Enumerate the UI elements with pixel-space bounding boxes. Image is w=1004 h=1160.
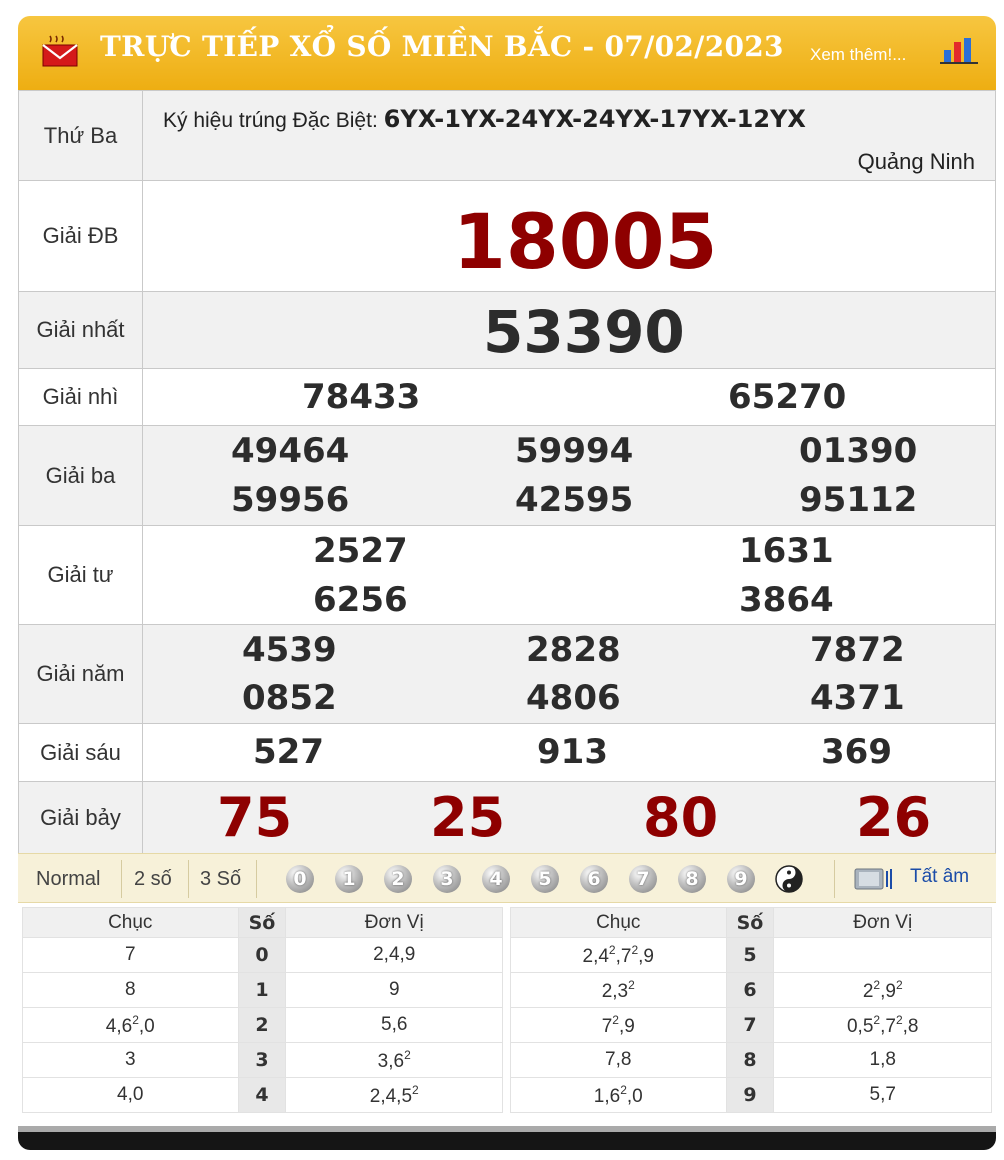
- prize-1-number: 53390: [483, 298, 685, 366]
- province-name: Quảng Ninh: [857, 149, 975, 174]
- prize-7-number: 75: [217, 786, 293, 849]
- see-more-link[interactable]: Xem thêm!...: [810, 45, 907, 64]
- prize-5-number: 7872: [810, 630, 905, 670]
- digit-ball-4[interactable]: 4: [482, 865, 510, 893]
- prize-5-number: 0852: [242, 678, 337, 718]
- prize-7-row: [19, 782, 996, 854]
- prize-5-number: 4806: [526, 678, 621, 718]
- yin-yang-icon[interactable]: [775, 865, 803, 893]
- prize-4-number: 2527: [313, 531, 408, 571]
- digit-ball-6[interactable]: 6: [580, 865, 608, 893]
- prize-6-number: 913: [537, 732, 608, 772]
- loto-chuc-cell: 4,0: [23, 1078, 239, 1113]
- prize-2-label: Giải nhì: [19, 369, 143, 426]
- col-so-header: Số: [238, 908, 286, 938]
- loto-chuc-cell: 8: [23, 973, 239, 1008]
- prize-1-row: [19, 292, 996, 369]
- prize-7-number: 25: [430, 786, 506, 849]
- prize-db-row: [19, 181, 996, 292]
- loto-donvi-cell: $0,5^2,7^2,8$: [774, 1008, 992, 1043]
- loto-donvi-cell: 2,4,5$^2$: [286, 1078, 503, 1113]
- bottom-bar: [18, 1126, 996, 1150]
- digit-ball-1[interactable]: 1: [335, 865, 363, 893]
- prize-6-number: 527: [253, 732, 324, 772]
- display-toolbar: [18, 853, 996, 903]
- loto-donvi-cell: $2^2,9^2$: [774, 973, 992, 1008]
- loto-row: [23, 1008, 503, 1043]
- loto-donvi-cell: [774, 938, 992, 973]
- prize-5-number: 2828: [526, 630, 621, 670]
- audio-icon[interactable]: [854, 866, 896, 892]
- loto-row: [511, 1008, 992, 1043]
- prize-3-row: [19, 426, 996, 526]
- loto-chuc-cell: 7,8: [511, 1043, 727, 1078]
- loto-so-cell: 5: [726, 938, 774, 973]
- loto-row: [511, 1043, 992, 1078]
- digit-ball-8[interactable]: 8: [678, 865, 706, 893]
- loto-so-cell: 9: [726, 1078, 774, 1113]
- digit-ball-2[interactable]: 2: [384, 865, 412, 893]
- prize-4-row: [19, 526, 996, 625]
- prize-4-number: 1631: [739, 531, 834, 571]
- tab-divider: [256, 860, 257, 898]
- loto-row: [23, 938, 503, 973]
- weekday-label: Thứ Ba: [19, 91, 143, 181]
- loto-chuc-cell: $1,6^2,0$: [511, 1078, 727, 1113]
- results-table: [18, 90, 996, 854]
- loto-stats: [22, 907, 992, 1115]
- digit-ball-5[interactable]: 5: [531, 865, 559, 893]
- prize-3-number: 95112: [799, 480, 918, 520]
- prize-7-number: 80: [643, 786, 719, 849]
- col-donvi-header: Đơn Vị: [774, 908, 992, 938]
- loto-row: [23, 973, 503, 1008]
- digit-ball-9[interactable]: 9: [727, 865, 755, 893]
- prize-7-number: 26: [856, 786, 932, 849]
- loto-table-right: [510, 907, 992, 1113]
- prize-3-number: 59956: [231, 480, 350, 520]
- page-title: TRỰC TIẾP XỔ SỐ MIỀN BẮC - 07/02/2023: [100, 30, 784, 63]
- prize-4-label: Giải tư: [19, 526, 143, 625]
- loto-donvi-cell: 5,6: [286, 1008, 503, 1043]
- digit-ball-7[interactable]: 7: [629, 865, 657, 893]
- prize-5-number: 4371: [810, 678, 905, 718]
- header-bar: [18, 16, 996, 90]
- prize-4-number: 3864: [739, 580, 834, 620]
- loto-row: [23, 1043, 503, 1078]
- tab-normal[interactable]: Normal: [36, 868, 101, 890]
- prize-2-number: 78433: [302, 377, 421, 417]
- loto-chuc-cell: $7^2,9$: [511, 1008, 727, 1043]
- loto-donvi-cell: 2,4,9: [286, 938, 503, 973]
- loto-header-row: [511, 908, 992, 938]
- loto-so-cell: 8: [726, 1043, 774, 1078]
- prize-6-row: [19, 724, 996, 782]
- loto-chuc-cell: $2,3^2$: [511, 973, 727, 1008]
- prize-3-label: Giải ba: [19, 426, 143, 526]
- tab-3-so[interactable]: 3 Số: [200, 868, 242, 890]
- prize-5-number: 4539: [242, 630, 337, 670]
- col-chuc-header: Chục: [511, 908, 727, 938]
- prize-5-label: Giải năm: [19, 625, 143, 724]
- loto-so-cell: 6: [726, 973, 774, 1008]
- loto-row: [511, 1078, 992, 1113]
- loto-row: [511, 973, 992, 1008]
- bar-chart-icon[interactable]: [940, 36, 978, 64]
- mute-all-button[interactable]: Tất âm: [910, 866, 970, 887]
- prize-3-number: 01390: [799, 431, 918, 471]
- prize-db-label: Giải ĐB: [19, 181, 143, 292]
- prize-4-number: 6256: [313, 580, 408, 620]
- digit-ball-0[interactable]: 0: [286, 865, 314, 893]
- tab-2-so[interactable]: 2 số: [134, 868, 172, 890]
- prize-7-label: Giải bảy: [19, 782, 143, 854]
- loto-donvi-cell: 9: [286, 973, 503, 1008]
- loto-header-row: [23, 908, 503, 938]
- lottery-widget: [18, 16, 996, 1150]
- prize-6-label: Giải sáu: [19, 724, 143, 782]
- prize-5-row: [19, 625, 996, 724]
- digit-ball-3[interactable]: 3: [433, 865, 461, 893]
- kyhieu-label: Ký hiệu trúng Đặc Biệt:: [163, 109, 378, 132]
- loto-so-cell: 0: [238, 938, 286, 973]
- loto-so-cell: 2: [238, 1008, 286, 1043]
- prize-1-label: Giải nhất: [19, 292, 143, 369]
- loto-chuc-cell: $2,4^2,7^2,9$: [511, 938, 727, 973]
- info-row: [19, 91, 996, 181]
- prize-3-number: 49464: [231, 431, 350, 471]
- loto-table-left: [22, 907, 503, 1113]
- loto-so-cell: 4: [238, 1078, 286, 1113]
- loto-donvi-cell: 5,7: [774, 1078, 992, 1113]
- loto-chuc-cell: 7: [23, 938, 239, 973]
- loto-so-cell: 3: [238, 1043, 286, 1078]
- prize-2-number: 65270: [728, 377, 847, 417]
- loto-row: [511, 938, 992, 973]
- loto-donvi-cell: $3,6^2$: [286, 1043, 503, 1078]
- tab-divider: [188, 860, 189, 898]
- prize-3-number: 42595: [515, 480, 634, 520]
- loto-donvi-cell: 1,8: [774, 1043, 992, 1078]
- col-so-header: Số: [726, 908, 774, 938]
- prize-db-number: 18005: [453, 197, 718, 286]
- col-donvi-header: Đơn Vị: [286, 908, 503, 938]
- kyhieu-code: 6YX-1YX-24YX-24YX-17YX-12YX: [383, 105, 806, 133]
- envelope-icon: [42, 34, 78, 68]
- loto-so-cell: 1: [238, 973, 286, 1008]
- prize-3-number: 59994: [515, 431, 634, 471]
- tab-divider: [834, 860, 835, 898]
- kyhieu-line: [163, 105, 806, 133]
- tab-divider: [121, 860, 122, 898]
- prize-6-number: 369: [821, 732, 892, 772]
- loto-chuc-cell: $4,6^2,0$: [23, 1008, 239, 1043]
- col-chuc-header: Chục: [23, 908, 239, 938]
- prize-2-row: [19, 369, 996, 426]
- loto-row: [23, 1078, 503, 1113]
- loto-so-cell: 7: [726, 1008, 774, 1043]
- loto-chuc-cell: 3: [23, 1043, 239, 1078]
